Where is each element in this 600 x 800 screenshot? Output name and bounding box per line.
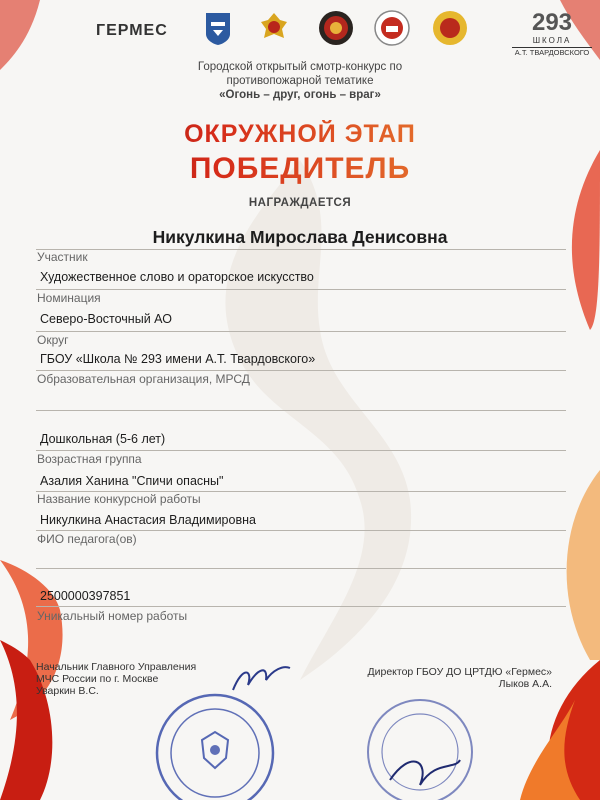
field-value-district: Северо-Восточный АО [40,312,172,326]
hermes-logo [96,22,186,50]
field-divider [36,249,566,250]
school-word: ШКОЛА [532,36,572,45]
field-label-nomination: Номинация [37,291,101,305]
right-signatory-line-2: Лыков А.А. [498,678,552,690]
field-value-unique-number: 2500000397851 [40,589,131,603]
contest-line-3: «Огонь – друг, огонь – враг» [219,89,381,101]
left-signatory-line-2: МЧС России по г. Москве [36,673,159,685]
field-divider [36,530,566,531]
left-signatory-line-1: Начальник Главного Управления [36,661,197,673]
field-label-participant: Участник [37,250,88,264]
field-value-organization: ГБОУ «Школа № 293 имени А.Т. Твардовского» [40,352,316,366]
moscow-education-emblem-icon [205,12,231,46]
field-divider [36,568,566,569]
field-label-teacher: ФИО педагога(ов) [37,532,137,546]
school-name: А.Т. ТВАРДОВСКОГО [512,47,592,57]
field-value-age-group: Дошкольная (5-6 лет) [40,432,166,446]
field-label-age-group: Возрастная группа [37,452,142,466]
mchs-stamp-icon [150,688,280,800]
logo-bar [0,8,600,68]
volunteer-firefighters-badge-icon [374,10,410,46]
right-signatory [340,666,552,690]
field-value-work-title: Азалия Ханина "Спичи опасны" [40,474,224,488]
field-divider [36,289,566,290]
field-divider [36,370,566,371]
contest-line-2: противопожарной тематике [226,75,374,87]
right-signatory-line-1: Директор ГБОУ ДО ЦРТДЮ «Гермес» [367,666,552,678]
contest-line-1: Городской открытый смотр-конкурс по [197,61,403,73]
winner-title: ПОБЕДИТЕЛЬ [0,152,600,186]
school-293-logo [512,10,592,57]
stage-title: ОКРУЖНОЙ ЭТАП [0,120,600,149]
school-number: 293 [531,9,573,36]
field-divider [36,606,566,607]
field-value-nomination: Художественное слово и ораторское искусство [40,270,314,284]
left-signatory-line-3: Уваркин В.С. [36,685,99,697]
hermes-logo-text: ГЕРМЕС [96,22,168,39]
mchs-emblem-icon [260,12,288,46]
field-label-district: Округ [37,333,69,347]
youth-fire-patrol-badge-icon [432,10,468,46]
field-label-organization: Образовательная организация, МРСД [37,372,250,386]
field-divider [36,331,566,332]
fire-department-badge-icon [318,10,354,46]
field-value-teacher: Никулкина Анастасия Владимировна [40,513,256,527]
recipient-name: Никулкина Мирослава Денисовна [152,227,448,247]
field-divider [36,410,566,411]
field-label-unique-number: Уникальный номер работы [37,609,188,623]
contest-description [0,60,600,102]
field-label-work-title: Название конкурсной работы [37,492,201,506]
field-divider [36,450,566,451]
left-signature-icon [228,660,298,700]
hermes-stamp-icon [360,690,480,800]
awarded-label: НАГРАЖДАЕТСЯ [248,197,352,209]
